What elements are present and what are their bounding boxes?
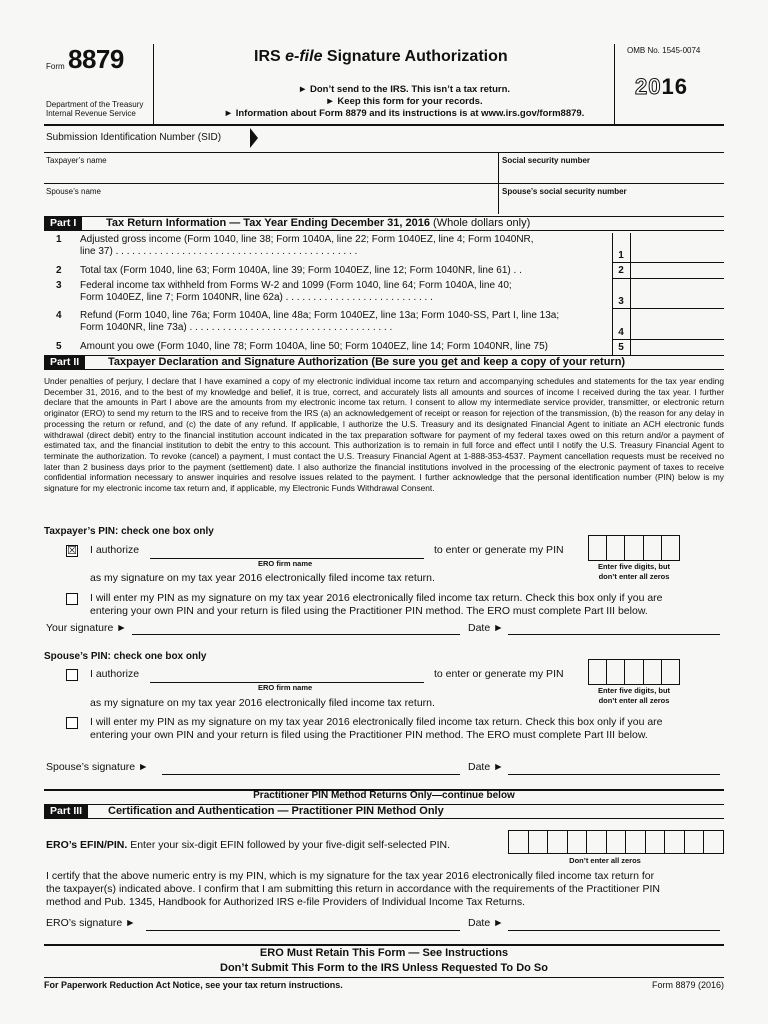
- ero-retain-notice: ERO Must Retain This Form — See Instructions: [259, 947, 509, 959]
- line-number: 3: [56, 280, 62, 291]
- cert-line-a: I certify that the above numeric entry is my PIN, which is my signature for the tax year 2016 electronically filed income tax return for: [46, 870, 655, 882]
- part3-tag: Part III: [44, 805, 88, 818]
- spouse-date-line[interactable]: [508, 774, 720, 775]
- name-rule: [44, 183, 724, 184]
- spouse-ero-firm-label: ERO firm name: [258, 683, 313, 692]
- pin-digit[interactable]: [589, 536, 607, 560]
- line-number: 1: [56, 234, 62, 245]
- efin-text: Enter your six-digit EFIN followed by your five-digit self-selected PIN.: [127, 839, 451, 851]
- omb-year-box: [614, 44, 724, 124]
- line-text-a: Federal income tax withheld from Forms W-2 and 1099 (Form 1040, line 64; Form 1040A, line 40;: [80, 280, 512, 291]
- spouse-i-authorize: I authorize: [90, 668, 140, 680]
- spouse-date-label: Date ►: [468, 761, 504, 773]
- efin-digit[interactable]: [548, 831, 568, 853]
- footer-form-id: Form 8879 (2016): [651, 980, 724, 990]
- amount-field-5[interactable]: [632, 340, 724, 355]
- self-pin-a: I will enter my PIN as my signature on my tax year 2016 electronically filed income tax return. Check this box only if you are: [90, 592, 663, 604]
- spouse-name-field[interactable]: [44, 197, 496, 213]
- declaration-text: Under penalties of perjury, I declare that I have examined a copy of my electronic individual income tax return and accompanying schedules and statements for the tax year ending December 31, 2016, and to the best of my knowledge and belief, it is true, correct, and accurately lists all amounts and sources of income I received during the tax year. I further declare that the amounts in Part I above are the amounts from my electronic income tax return. I consent to allow my intermediate service provider, transmitter, or electronic return originator (ERO) to send my return to the IRS and to receive from the IRS (a) an acknowledgement of receipt or reason for rejection of the transmission, (b) the reason for any delay in processing the return or refund, and (c) the date of any refund. If applicable, I authorize the U.S. Treasury and its designated Financial Agent to initiate an ACH electronic funds withdrawal (direct debit) entry to the financial institution account indicated in the tax preparation software for payment of my federal taxes owed on this return and/or a payment of estimated tax, and the financial institution to debit the entry to this account. This authorization is to remain in full force and effect until I notify the U.S. Treasury Financial Agent to terminate the authorization. To revoke (cancel) a payment, I must contact the U.S. Treasury Financial Agent at 1-888-353-4537. Payment cancellation requests must be received no later than 2 business days prior to the payment (settlement) date. I also authorize the financial institutions involved in the processing of the electronic payment of taxes to receive confidential information necessary to answer inquiries and resolve issues related to the payment. I further acknowledge that the personal identification number (PIN) below is my signature for my electronic income tax return and, if applicable, my Electronic Funds Withdrawal Consent.: [44, 376, 724, 494]
- taxpayer-as-signature: as my signature on my tax year 2016 electronically filed income tax return.: [90, 572, 435, 584]
- spouse-to-enter: to enter or generate my PIN: [434, 668, 564, 680]
- ero-date-line[interactable]: [508, 930, 720, 931]
- instruction-2: ► Keep this form for your records.: [325, 96, 483, 107]
- form-word: Form: [46, 62, 65, 71]
- line-number: 2: [56, 265, 62, 276]
- sid-label: Submission Identification Number (SID): [46, 132, 222, 143]
- taxpayer-date-label: Date ►: [468, 622, 504, 634]
- taxpayer-pin-note: [580, 562, 688, 582]
- line-text: [80, 310, 600, 334]
- taxpayer-self-pin-checkbox[interactable]: [66, 593, 78, 605]
- efin-digit[interactable]: [568, 831, 588, 853]
- efin-digit[interactable]: [685, 831, 705, 853]
- taxpayer-self-pin-text: [90, 592, 730, 618]
- line-text: [80, 280, 600, 304]
- efin-pin-boxes[interactable]: [508, 830, 724, 854]
- pin-digit[interactable]: [662, 660, 679, 684]
- efin-instruction: [46, 839, 450, 851]
- taxpayer-name-label: Taxpayer’s name: [46, 156, 107, 165]
- spouse-signature-line[interactable]: [162, 774, 460, 775]
- taxpayer-to-enter: to enter or generate my PIN: [434, 544, 564, 556]
- pin-note-b: don’t enter all zeros: [598, 572, 670, 581]
- spouse-as-signature: as my signature on my tax year 2016 electronically filed income tax return.: [90, 697, 435, 709]
- taxpayer-ero-firm-label: ERO firm name: [258, 559, 313, 568]
- box-number-5: 5: [618, 342, 624, 353]
- department-name: Department of the Treasury: [46, 100, 144, 109]
- taxpayer-authorize-checkbox[interactable]: ☒: [67, 545, 77, 557]
- form-footer: [44, 980, 724, 990]
- bottom-thick-rule: [44, 944, 724, 946]
- spouse-pin-boxes[interactable]: [588, 659, 680, 685]
- efin-digit[interactable]: [587, 831, 607, 853]
- line-text-a: Refund (Form 1040, line 76a; Form 1040A, line 48a; Form 1040EZ, line 13a; Form 1040-SS, Part I, line 13a;: [80, 310, 560, 321]
- spouse-self-pin-checkbox[interactable]: [66, 717, 78, 729]
- title-post: Signature Authorization: [322, 48, 508, 65]
- sid-rule: [44, 152, 724, 153]
- efin-digit[interactable]: [529, 831, 549, 853]
- efin-label: ERO’s EFIN/PIN.: [46, 839, 128, 851]
- part1-tag: Part I: [44, 217, 82, 230]
- pin-digit[interactable]: [589, 660, 607, 684]
- tax-year: [635, 74, 688, 100]
- certification-text: [46, 870, 726, 909]
- box-number-4: 4: [618, 327, 624, 338]
- efin-digit[interactable]: [607, 831, 627, 853]
- footer-rule: [44, 977, 724, 978]
- cert-line-b: the taxpayer(s) indicated above. I confirm that I am submitting this return in accordance with the requirements of the Practitioner PIN: [46, 883, 660, 895]
- header-rule: [44, 124, 724, 126]
- pin-digit[interactable]: [607, 660, 625, 684]
- spouse-authorize-checkbox[interactable]: [66, 669, 78, 681]
- header-instructions: [184, 84, 624, 120]
- box-number-3: 3: [618, 296, 624, 307]
- title-pre: IRS: [254, 48, 286, 65]
- efin-digit[interactable]: [509, 831, 529, 853]
- taxpayer-date-line[interactable]: [508, 634, 720, 635]
- ero-date-label: Date ►: [468, 917, 504, 929]
- pin-digit[interactable]: [625, 660, 643, 684]
- taxpayer-pin-heading: Taxpayer’s PIN: check one box only: [44, 526, 214, 537]
- line-text-b: line 37) . . . . . . . . . . . . . . . . . . . . . . . . . . . . . . . . . . . . . . . . . . . .: [80, 246, 358, 257]
- pin-note-a: Enter five digits, but: [597, 686, 671, 695]
- year-suffix: 16: [661, 74, 688, 99]
- part2-header: [44, 355, 724, 370]
- spouse-name-label: Spouse’s name: [46, 187, 101, 196]
- line-number: 4: [56, 310, 62, 321]
- year-prefix: 20: [635, 74, 662, 99]
- your-signature-label: Your signature ►: [46, 622, 127, 634]
- spouse-ssn-field[interactable]: [500, 197, 724, 213]
- line-text: Total tax (Form 1040, line 63; Form 1040A, line 39; Form 1040EZ, line 12; Form 1040NR, line 61) . .: [80, 265, 522, 276]
- ssn-field[interactable]: [500, 166, 724, 182]
- omb-number: OMB No. 1545-0074: [627, 46, 701, 55]
- efin-digit[interactable]: [646, 831, 666, 853]
- taxpayer-i-authorize: I authorize: [90, 544, 140, 556]
- line-text-a: Adjusted gross income (Form 1040, line 38; Form 1040A, line 22; Form 1040EZ, line 4; Form 1040NR,: [80, 234, 534, 245]
- efin-digit[interactable]: [704, 831, 723, 853]
- efin-digit[interactable]: [626, 831, 646, 853]
- part1-title-suffix: (Whole dollars only): [430, 217, 531, 229]
- line-text: Amount you owe (Form 1040, line 78; Form 1040A, line 50; Form 1040EZ, line 14; Form 1040NR, line 75): [80, 341, 549, 352]
- part2-tag: Part II: [44, 356, 85, 369]
- pin-digit[interactable]: [662, 536, 679, 560]
- form-title: [254, 48, 508, 66]
- amount-field-4[interactable]: [632, 309, 724, 339]
- part3-title: Certification and Authentication — Practitioner PIN Method Only: [108, 805, 444, 817]
- ssn-label: Social security number: [502, 156, 591, 165]
- instruction-3: ► Information about Form 8879 and its instructions is at www.irs.gov/form8879.: [223, 108, 585, 119]
- practitioner-banner: Practitioner PIN Method Returns Only—continue below: [253, 790, 515, 801]
- spouse-signature-label: Spouse’s signature ►: [46, 761, 149, 773]
- form-id-box: [44, 44, 154, 124]
- pin-note-b: don’t enter all zeros: [598, 696, 670, 705]
- efin-no-zeros-note: Don’t enter all zeros: [569, 856, 641, 865]
- self-pin-b: entering your own PIN and your return is filed using the Practitioner PIN method. The ERO must complete Part III below.: [90, 605, 648, 617]
- your-signature-line[interactable]: [132, 634, 460, 635]
- spouse-pin-note: [580, 686, 688, 706]
- part1-title: [106, 217, 530, 230]
- box-number-2: 2: [618, 265, 624, 276]
- pin-note-a: Enter five digits, but: [597, 562, 671, 571]
- pin-digit[interactable]: [644, 536, 662, 560]
- taxpayer-pin-boxes[interactable]: [588, 535, 680, 561]
- department: [46, 100, 143, 118]
- cert-line-c: method and Pub. 1345, Handbook for Authorized IRS e-file Providers of Individual Income Tax Returns.: [46, 896, 525, 908]
- title-efile: e-file: [285, 48, 323, 65]
- ero-signature-line[interactable]: [146, 930, 460, 931]
- part3-header: [44, 804, 724, 819]
- taxpayer-name-field[interactable]: [44, 166, 496, 182]
- ero-signature-label: ERO’s signature ►: [46, 917, 136, 929]
- spouse-self-pin-text: [90, 716, 730, 742]
- spouse-pin-heading: Spouse’s PIN: check one box only: [44, 651, 207, 662]
- line-text-b: Form 1040EZ, line 7; Form 1040NR, line 62a) . . . . . . . . . . . . . . . . . . . . . . . . . . .: [80, 292, 433, 303]
- spouse-ssn-label: Spouse’s social security number: [502, 187, 627, 196]
- pin-digit[interactable]: [607, 536, 625, 560]
- self-pin-b: entering your own PIN and your return is filed using the Practitioner PIN method. The ERO must complete Part III below.: [90, 729, 648, 741]
- efin-digit[interactable]: [665, 831, 685, 853]
- box-number-1: 1: [618, 250, 624, 261]
- boxno-col-right: [630, 233, 631, 355]
- amount-field-1[interactable]: [632, 234, 724, 262]
- amount-field-2[interactable]: [632, 263, 724, 278]
- part1-header: [44, 216, 724, 231]
- self-pin-a: I will enter my PIN as my signature on my tax year 2016 electronically filed income tax return. Check this box only if you are: [90, 716, 663, 728]
- instruction-1: ► Don’t send to the IRS. This isn’t a tax return.: [297, 84, 511, 95]
- pin-digit[interactable]: [625, 536, 643, 560]
- part1-title-main: Tax Return Information — Tax Year Ending December 31, 2016: [106, 217, 430, 229]
- pin-digit[interactable]: [644, 660, 662, 684]
- sid-arrow-icon: [250, 128, 258, 148]
- form-header: [44, 44, 724, 124]
- amount-field-3[interactable]: [632, 279, 724, 308]
- line-text: [80, 234, 600, 258]
- service-name: Internal Revenue Service: [46, 109, 136, 118]
- line-number: 5: [56, 341, 62, 352]
- line-text-b: Form 1040NR, line 73a) . . . . . . . . . . . . . . . . . . . . . . . . . . . . . . . . . . . . .: [80, 322, 393, 333]
- form-number: 8879: [68, 44, 124, 74]
- dont-submit-notice: Don’t Submit This Form to the IRS Unless Requested To Do So: [220, 962, 548, 974]
- paperwork-notice: For Paperwork Reduction Act Notice, see your tax return instructions.: [44, 980, 343, 990]
- part2-title: Taxpayer Declaration and Signature Authorization (Be sure you get and keep a copy of your return): [108, 356, 626, 368]
